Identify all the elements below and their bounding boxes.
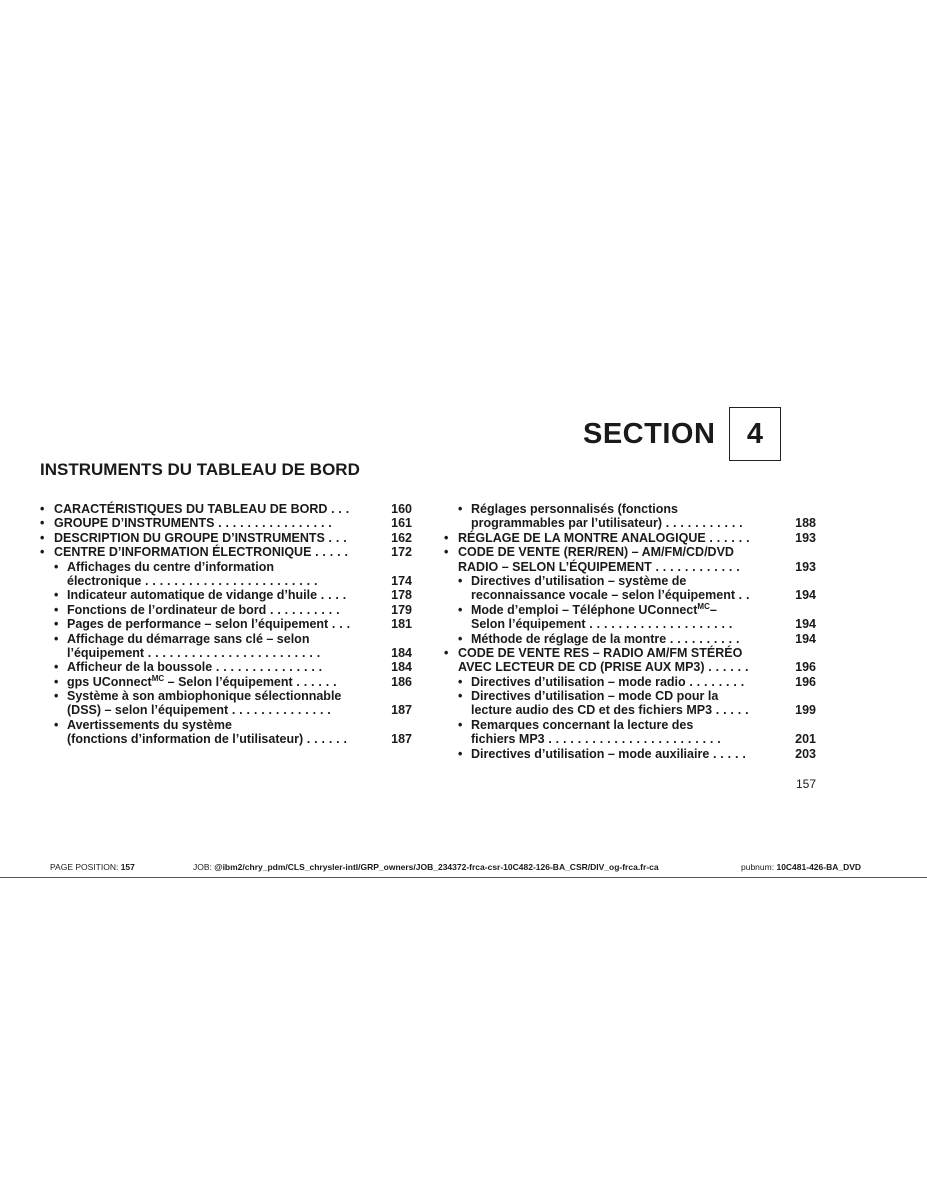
bullet-icon: • (54, 617, 59, 632)
bullet-icon: • (458, 746, 463, 761)
toc-page-number: 193 (795, 559, 816, 574)
toc-page-number: 181 (391, 617, 412, 632)
bullet-icon: • (458, 573, 463, 588)
footer-page-position: PAGE POSITION: 157 (50, 862, 135, 872)
toc-entry-continuation[interactable]: RADIO – SELON L’ÉQUIPEMENT . . . . . . . . . . . . 193 (458, 559, 816, 574)
toc-page-number: 186 (391, 674, 412, 689)
toc-subentry[interactable]: • Afficheur de la boussole . . . . . . . . . . . . . . . 184 (54, 660, 412, 675)
toc-subentry[interactable]: • Directives d’utilisation – mode auxiliaire . . . . . 203 (458, 746, 816, 761)
toc-subentry-continuation[interactable]: (DSS) – selon l’équipement . . . . . . . . . . . . . . 187 (67, 703, 412, 718)
toc-page-number: 178 (391, 588, 412, 603)
toc-entry[interactable]: • DESCRIPTION DU GROUPE D’INSTRUMENTS . . . 162 (40, 530, 412, 545)
footer-pubnum: pubnum: 10C481-426-BA_DVD (741, 862, 862, 872)
bullet-icon: • (54, 660, 59, 675)
toc-page-number: 194 (795, 617, 816, 632)
bullet-icon: • (40, 530, 45, 545)
toc-entry[interactable]: • CODE DE VENTE RES – RADIO AM/FM STÉRÉO (444, 645, 743, 660)
toc-subentry-continuation[interactable]: (fonctions d’information de l’utilisateur) . . . . . . 187 (67, 732, 412, 747)
toc-subentry[interactable]: • Avertissements du système (54, 717, 232, 732)
toc-subentry[interactable]: • gps UConnect$^{MC}$ – Selon l’équipement . . . . . . 186 (54, 673, 412, 689)
bullet-icon: • (54, 631, 59, 646)
toc-page-number: 184 (391, 645, 412, 660)
toc-page-number: 188 (795, 516, 816, 531)
bullet-icon: • (458, 674, 463, 689)
toc-left-column (40, 502, 412, 747)
toc-page-number: 179 (391, 602, 412, 617)
toc-entry[interactable]: • CARACTÉRISTIQUES DU TABLEAU DE BORD . . . 160 (40, 502, 412, 516)
toc-page-number: 201 (795, 732, 816, 747)
toc-page-number: 194 (795, 588, 816, 603)
toc-entry[interactable]: • CENTRE D’INFORMATION ÉLECTRONIQUE . . . . . 172 (40, 545, 412, 560)
toc-subentry[interactable]: • Remarques concernant la lecture des (458, 717, 694, 732)
toc-page-number: 187 (391, 703, 412, 718)
bullet-icon: • (458, 689, 463, 704)
toc-page-number: 203 (795, 746, 816, 761)
bullet-icon: • (40, 516, 45, 531)
toc-subentry[interactable]: • Système à son ambiophonique sélectionnable (54, 689, 342, 704)
toc-page-number: 196 (795, 674, 816, 689)
footer-divider (0, 877, 927, 878)
bullet-icon: • (458, 502, 463, 516)
toc-page-number: 193 (795, 530, 816, 545)
bullet-icon: • (444, 645, 449, 660)
toc-page-number: 162 (391, 530, 412, 545)
page-number: 157 (796, 777, 817, 791)
bullet-icon: • (54, 717, 59, 732)
toc-subentry[interactable]: • Affichage du démarrage sans clé – selon (54, 631, 310, 646)
bullet-icon: • (40, 545, 45, 560)
toc-subentry[interactable]: • Pages de performance – selon l’équipement . . . 181 (54, 617, 412, 632)
bullet-icon: • (54, 689, 59, 704)
toc-subentry-continuation[interactable]: électronique . . . . . . . . . . . . . . . . . . . . . . . . 174 (67, 573, 412, 588)
bullet-icon: • (54, 559, 59, 574)
toc-page-number: 174 (391, 573, 412, 588)
toc-page-number: 196 (795, 660, 816, 675)
toc-entry[interactable]: • GROUPE D’INSTRUMENTS . . . . . . . . . . . . . . . . 161 (40, 516, 412, 531)
toc-entry[interactable]: • CODE DE VENTE (RER/REN) – AM/FM/CD/DVD (444, 545, 734, 560)
toc-subentry-continuation[interactable]: fichiers MP3 . . . . . . . . . . . . . . . . . . . . . . . . 201 (471, 732, 816, 747)
bullet-icon: • (54, 602, 59, 617)
toc-page-number: 172 (391, 545, 412, 560)
toc-page-number: 184 (391, 660, 412, 675)
section-number-box: 4 (729, 407, 781, 461)
chapter-title: INSTRUMENTS DU TABLEAU DE BORD (40, 460, 360, 479)
toc-subentry[interactable]: • Directives d’utilisation – mode CD pour la (458, 689, 719, 704)
toc-subentry[interactable]: • Réglages personnalisés (fonctions (458, 502, 678, 516)
footer-job: JOB: @ibm2/chry_pdm/CLS_chrysler-intl/GRP_owners/JOB_234372-frca-csr-10C482-126-BA_CSR/DIV_og-frca.fr-ca (193, 862, 659, 872)
bullet-icon: • (54, 674, 59, 689)
bullet-icon: • (458, 717, 463, 732)
toc-page-number: 161 (391, 516, 412, 531)
toc-subentry-continuation[interactable]: programmables par l’utilisateur) . . . . . . . . . . . 188 (471, 516, 816, 531)
section-heading: SECTION (583, 418, 716, 450)
toc-subentry-continuation[interactable]: Selon l’équipement . . . . . . . . . . . . . . . . . . . . 194 (471, 617, 816, 632)
toc-subentry-continuation[interactable]: l’équipement . . . . . . . . . . . . . . . . . . . . . . . . 184 (67, 645, 412, 660)
toc-page-number: 187 (391, 732, 412, 747)
bullet-icon: • (54, 588, 59, 603)
toc-subentry[interactable]: • Directives d’utilisation – système de (458, 573, 687, 588)
toc-page-number: 199 (795, 703, 816, 718)
toc-entry[interactable]: • RÉGLAGE DE LA MONTRE ANALOGIQUE . . . . . . 193 (444, 530, 816, 545)
bullet-icon: • (40, 502, 45, 516)
bullet-icon: • (458, 631, 463, 646)
toc-subentry[interactable]: • Directives d’utilisation – mode radio . . . . . . . . 196 (458, 674, 816, 689)
toc-right-column (444, 502, 816, 761)
bullet-icon: • (444, 545, 449, 560)
toc-subentry-continuation[interactable]: lecture audio des CD et des fichiers MP3 . . . . . 199 (471, 703, 816, 718)
toc-subentry[interactable]: • Méthode de réglage de la montre . . . . . . . . . . 194 (458, 631, 816, 646)
toc-subentry[interactable]: • Affichages du centre d’information (54, 559, 274, 574)
toc-page-number: 194 (795, 631, 816, 646)
toc-subentry-continuation[interactable]: reconnaissance vocale – selon l’équipement . . 194 (471, 588, 816, 603)
bullet-icon: • (444, 530, 449, 545)
toc-page-number: 160 (391, 502, 412, 516)
toc-subentry[interactable]: • Mode d’emploi – Téléphone UConnect$^{MC}$– (458, 601, 717, 617)
bullet-icon: • (458, 602, 463, 617)
toc-subentry[interactable]: • Indicateur automatique de vidange d’huile . . . . 178 (54, 588, 412, 603)
toc-entry-continuation[interactable]: AVEC LECTEUR DE CD (PRISE AUX MP3) . . . . . . 196 (458, 660, 816, 675)
toc-subentry[interactable]: • Fonctions de l’ordinateur de bord . . . . . . . . . . 179 (54, 602, 412, 617)
